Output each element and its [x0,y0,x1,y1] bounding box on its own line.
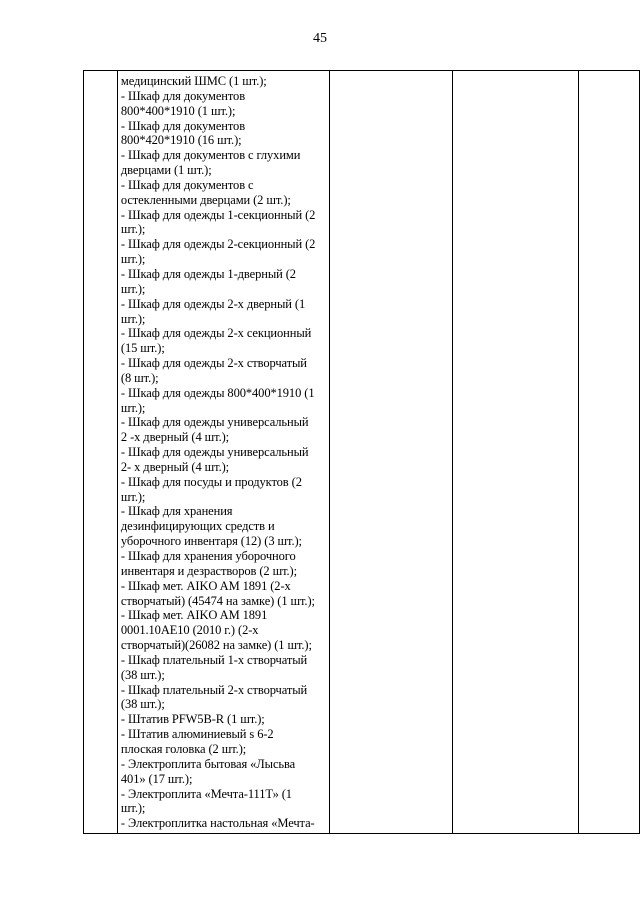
item-line: - Шкаф для посуды и продуктов (2 [120,474,302,489]
items-cell [117,71,329,834]
item-line: шт.); [120,801,146,816]
item-line: - Шкаф для одежды универсальный [120,445,309,460]
item-line: - Шкаф для документов с [120,177,254,192]
empty-cell-4 [453,71,578,834]
item-line: шт.); [120,222,146,237]
item-line: шт.); [120,252,146,267]
item-line: - Шкаф для одежды 2-секционный (2 [120,237,316,252]
inventory-table [83,70,640,834]
item-line: - Шкаф для одежды 1-секционный (2 [120,207,316,222]
item-line: створчатый) (45474 на замке) (1 шт.); [120,593,315,608]
item-line: шт.); [120,489,146,504]
item-line: уборочного инвентаря (12) (3 шт.); [120,534,302,549]
item-line: - Штатив PFW5B-R (1 шт.); [120,712,265,727]
item-line: - Шкаф для одежды 1-дверный (2 [120,266,296,281]
item-line: - Шкаф для документов [120,88,246,103]
item-line: инвентаря и дезрастворов (2 шт.); [120,563,297,578]
item-line: дверцами (1 шт.); [120,163,212,178]
item-line: (38 шт.); [120,667,165,682]
item-line: остекленными дверцами (2 шт.); [120,192,291,207]
item-line: - Шкаф мет. AIKO AM 1891 [120,608,268,623]
item-line: - Электроплитка настольная «Мечта- [120,816,315,831]
item-line: плоская головка (2 шт.); [120,741,247,756]
items-list [121,74,326,831]
item-line: (8 шт.); [120,370,159,385]
item-line: створчатый)(26082 на замке) (1 шт.); [120,638,312,653]
item-line: дезинфицирующих средств и [120,519,275,534]
item-line: - Шкаф плательный 1-х створчатый [120,652,308,667]
page-number: 45 [313,31,327,46]
empty-cell-5 [578,71,639,834]
table-row [84,71,640,834]
item-line: 401» (17 шт.); [120,771,193,786]
item-line: - Шкаф плательный 2-х створчатый [120,682,308,697]
item-line: - Шкаф для документов с глухими [120,148,301,163]
item-line: - Шкаф для документов [120,118,246,133]
item-line: - Шкаф для одежды 2-х дверный (1 [120,296,306,311]
item-line: 800*400*1910 (1 шт.); [120,103,236,118]
item-line: - Шкаф для одежды 2-х секционный [120,326,312,341]
item-line: 2 -х дверный (4 шт.); [120,430,230,445]
item-line: 2- х дверный (4 шт.); [120,459,230,474]
item-line: (15 шт.); [120,341,165,356]
item-line: - Шкаф для хранения [120,504,233,519]
item-line: - Штатив алюминиевый s 6-2 [120,727,274,742]
item-line: - Электроплита бытовая «Лысьва [120,756,296,771]
item-line: шт.); [120,281,146,296]
empty-cell-3 [329,71,452,834]
item-line: 0001.10AE10 (2010 г.) (2-х [120,623,259,638]
item-line: - Электроплита «Мечта-111Т» (1 [120,786,292,801]
item-line: - Шкаф мет. AIKO AM 1891 (2-х [120,578,291,593]
item-line: шт.); [120,400,146,415]
item-line: - Шкаф для хранения уборочного [120,549,296,563]
item-line: (38 шт.); [120,697,165,712]
item-line: шт.); [120,311,146,326]
item-line: - Шкаф для одежды 800*400*1910 (1 [120,385,315,400]
item-line: 800*420*1910 (16 шт.); [120,133,242,148]
number-cell [84,71,118,834]
item-line: медицинский ШМС (1 шт.); [120,74,267,88]
item-line: - Шкаф для одежды 2-х створчатый [120,356,307,371]
item-line: - Шкаф для одежды универсальный [120,415,309,430]
